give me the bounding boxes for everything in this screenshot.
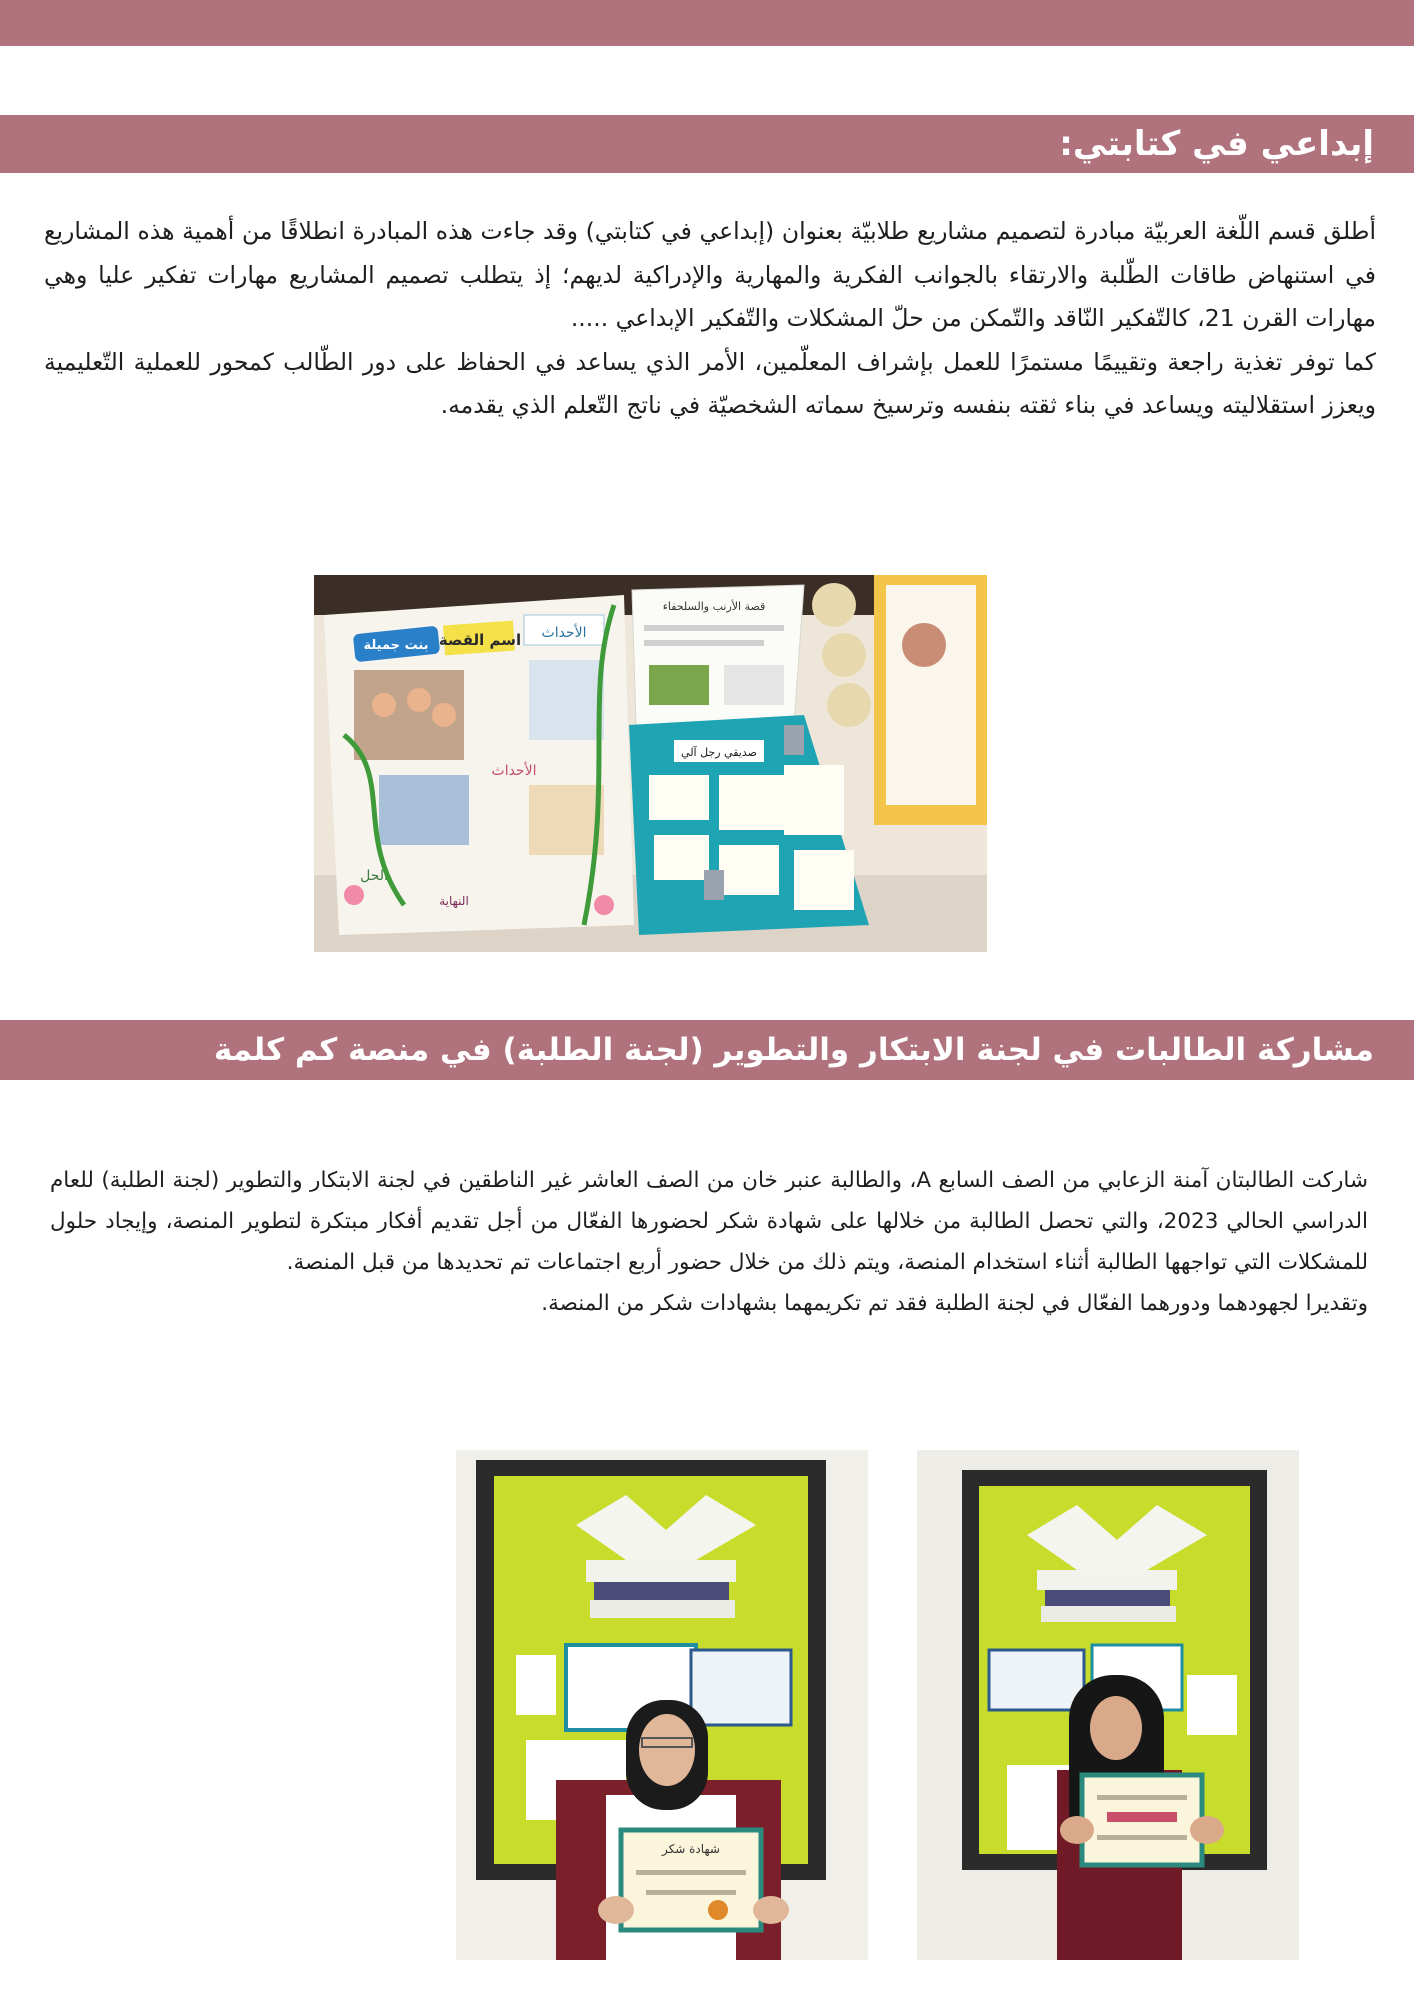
paragraph: كما توفر تغذية راجعة وتقييمًا مستمرًا للعمل بإشراف المعلّمين، الأمر الذي يساعد في الحفاظ على دور الطّالب كمحور للعملية التّعليمية ويعزز استقلاليته ويساعد في بناء ثقته بنفسه وترسيخ سماته الشخصيّة في ناتج التّعلم الذي يقدمه. bbox=[44, 347, 1376, 419]
robot-story-label: صديقي رجل آلي bbox=[681, 746, 757, 759]
story-project-photo bbox=[314, 575, 987, 952]
story-title-label: بنت جميلة bbox=[363, 638, 429, 653]
solution-label: الحل bbox=[360, 868, 388, 884]
paragraph: وتقديرا لجهودهما ودورهما الفعّال في لجنة الطلبة فقد تم تكريمهما بشهادات شكر من المنصة. bbox=[541, 1291, 1368, 1316]
events-label: الأحداث bbox=[541, 625, 587, 641]
events-label-2: الأحداث bbox=[491, 763, 537, 779]
section-heading-creativity bbox=[0, 115, 1414, 173]
story-name-label: اسم القصة bbox=[438, 631, 522, 649]
top-color-band bbox=[0, 0, 1414, 46]
section-paragraph-committee bbox=[50, 1160, 1368, 1324]
section-heading-text: مشاركة الطالبات في لجنة الابتكار والتطوير (لجنة الطلبة) في منصة كم كلمة bbox=[213, 1032, 1374, 1068]
paragraph: شاركت الطالبتان آمنة الزعابي من الصف السابع A، والطالبة عنبر خان من الصف العاشر غير الناطقين في لجنة الابتكار والتطوير (لجنة الطلبة) للعام الدراسي الحالي 2023، والتي تحصل الطالبة من خلالها على شهادة شكر لحضورها الفعّال من أجل تقديم أفكار مبتكرة لتطوير المنصة، وإيجاد حلول للمشكلات التي تواجهها الطالبة أثناء استخدام المنصة، ويتم ذلك من خلال حضور أربع اجتماعات تم تحديدها من قبل المنصة. bbox=[50, 1168, 1368, 1275]
section-heading-committee bbox=[0, 1020, 1414, 1080]
section-heading-text: إبداعي في كتابتي: bbox=[1059, 124, 1374, 164]
rabbit-story-label: قصة الأرنب والسلحفاء bbox=[662, 600, 766, 613]
student-certificate-photo-2 bbox=[917, 1450, 1299, 1960]
ending-label: النهاية bbox=[439, 894, 469, 908]
paragraph: أطلق قسم اللّغة العربيّة مبادرة لتصميم مشاريع طلابيّة بعنوان (إبداعي في كتابتي) وقد جاءت هذه المبادرة انطلاقًا من أهمية هذه المشاريع في استنهاض طاقات الطّلبة والارتقاء بالجوانب الفكرية والمهارية والإدراكية لديهم؛ إذ يتطلب تصميم المشاريع مهارات تفكير عليا وهي مهارات القرن 21، كالتّفكير النّاقد والتّمكن من حلّ المشكلات والتّفكير الإبداعي ..... bbox=[44, 217, 1376, 332]
certificate-title: شهادة شكر bbox=[662, 1842, 720, 1856]
student-certificate-photo-1 bbox=[456, 1450, 868, 1960]
section-paragraph-creativity bbox=[44, 210, 1376, 428]
